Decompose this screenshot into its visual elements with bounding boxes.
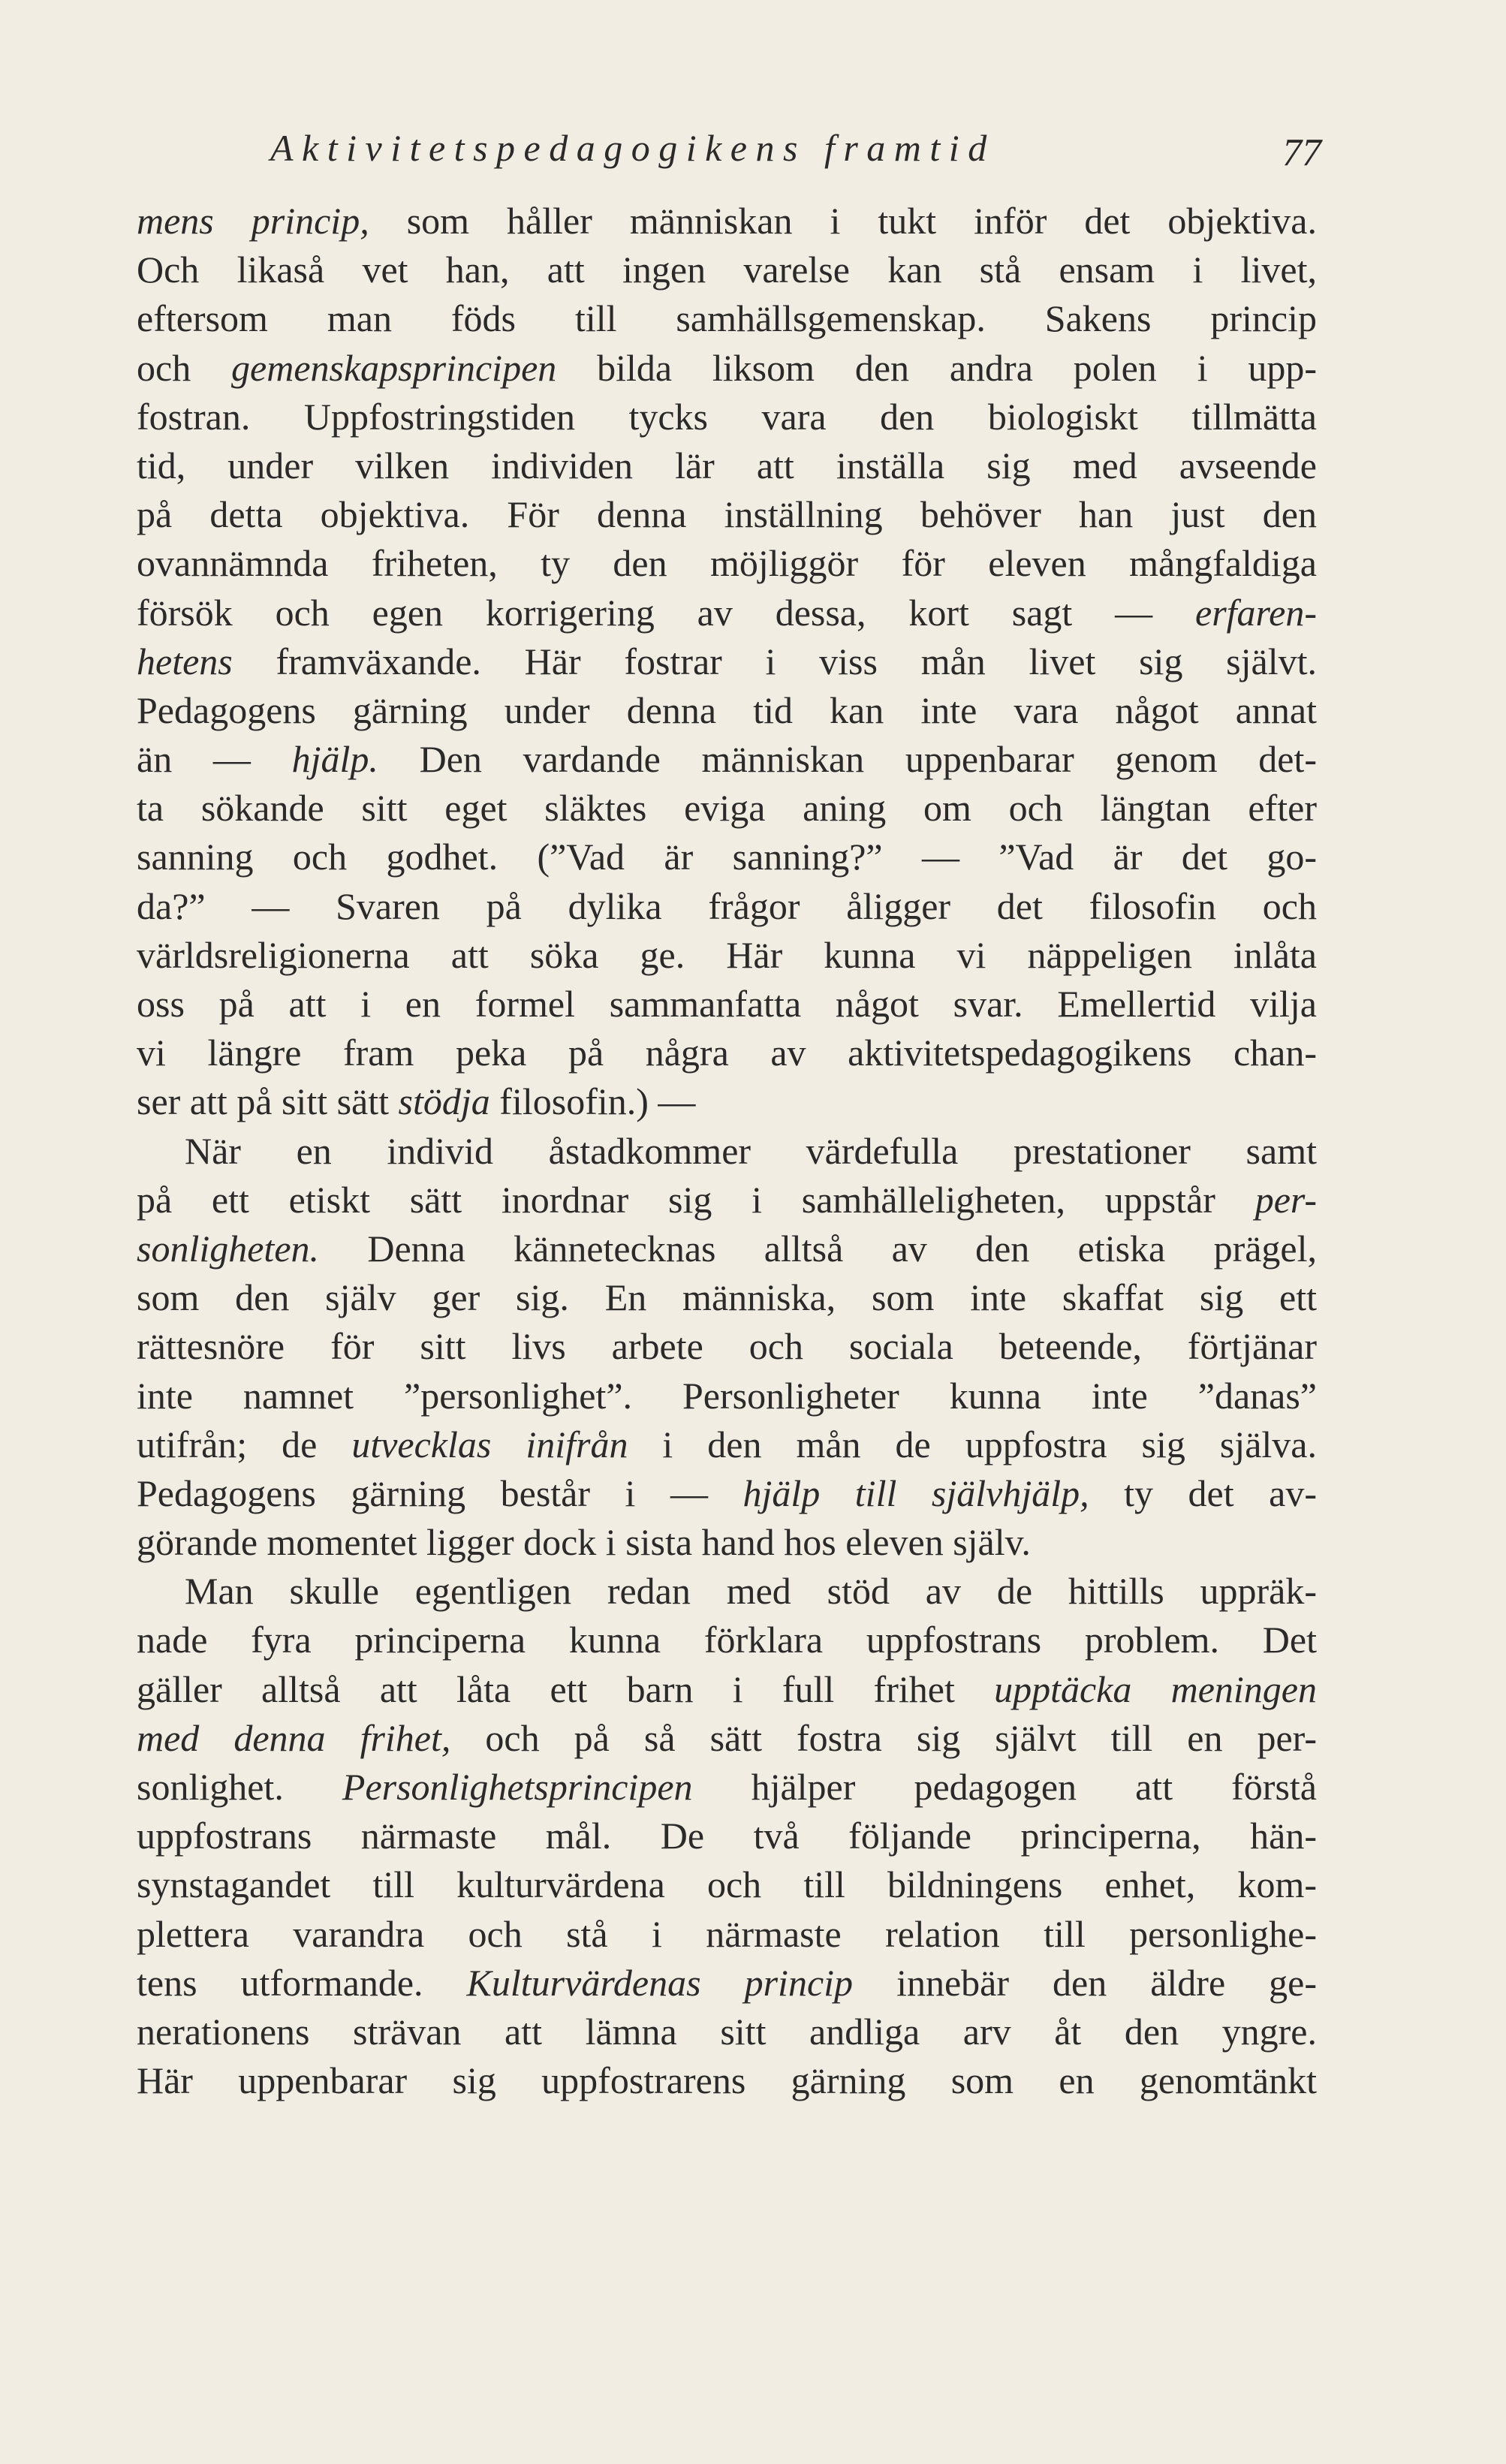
text-segment: ta sökande sitt eget släktes eviga aning om och längtan efter (137, 787, 1317, 830)
text-segment: hjälper pedagogen att förstå (692, 1766, 1318, 1808)
text-line (137, 1665, 1317, 1714)
text-line (137, 931, 1317, 980)
text-segment: som håller människan i tukt inför det objektiva. (369, 200, 1317, 242)
text-segment: och (137, 346, 232, 389)
text-line (137, 1567, 1317, 1616)
text-line (137, 1273, 1317, 1322)
italic-text: hetens (137, 640, 233, 682)
running-head (270, 126, 1321, 179)
text-line (137, 882, 1317, 931)
text-segment: uppfostrans närmaste mål. De två följande principerna, hän- (137, 1815, 1317, 1857)
italic-text: Kulturvärdenas princip (466, 1961, 854, 2004)
text-segment: synstagandet till kulturvärdena och till bildningens enhet, kom- (137, 1863, 1317, 1906)
text-line (137, 1959, 1317, 2008)
italic-text: upptäcka meningen (994, 1667, 1317, 1710)
text-segment: nade fyra principerna kunna förklara uppfostrans problem. Det (137, 1619, 1317, 1661)
text-segment: Här uppenbarar sig uppfostrarens gärning som en genomtänkt (137, 2059, 1317, 2102)
text-line (137, 1518, 1317, 1567)
text-segment: tid, under vilken individen lär att inställa sig med avseende (137, 444, 1317, 486)
text-line (137, 1860, 1317, 1909)
text-line (137, 197, 1317, 245)
text-line (137, 1714, 1317, 1763)
text-line (137, 1763, 1317, 1812)
running-title: Aktivitetspedagogikens framtid (270, 127, 995, 169)
text-segment: fostran. Uppfostringstiden tycks vara den biologiskt tillmätta (137, 395, 1317, 438)
italic-text: hjälp till självhjälp, (742, 1471, 1089, 1514)
text-segment: utifrån; de (137, 1423, 352, 1465)
italic-text: per- (1254, 1178, 1317, 1221)
text-line (137, 637, 1317, 686)
text-segment: Pedagogens gärning består i — (137, 1471, 743, 1514)
text-line (137, 1029, 1317, 1077)
text-segment: på ett etiskt sätt inordnar sig i samhälleligheten, uppstår (137, 1178, 1255, 1221)
text-line (137, 1469, 1317, 1518)
text-segment: framväxande. Här fostrar i viss mån livet sig självt. (232, 640, 1317, 682)
text-segment: Man skulle egentligen redan med stöd av de hittills uppräk- (185, 1570, 1317, 1613)
text-segment: sanning och godhet. (”Vad är sanning?” — ”Vad är det go- (137, 836, 1317, 878)
text-line (137, 393, 1317, 441)
text-segment: filosofin.) — (489, 1080, 696, 1123)
text-line (137, 1812, 1317, 1860)
text-line (137, 294, 1317, 343)
text-line (137, 539, 1317, 588)
italic-text: hjälp. (291, 738, 378, 781)
italic-text: stödja (398, 1080, 490, 1123)
text-segment: ser att på sitt sätt (137, 1080, 399, 1123)
text-line (137, 441, 1317, 490)
text-segment: rättesnöre för sitt livs arbete och sociala beteende, förtjänar (137, 1325, 1317, 1368)
text-segment: da?” — Svaren på dylika frågor åligger det filosofin och (137, 884, 1317, 927)
text-segment: görande momentet ligger dock i sista hand hos eleven själv. (137, 1521, 1031, 1564)
italic-text: Personlighetsprincipen (342, 1766, 693, 1808)
text-segment: Och likaså vet han, att ingen varelse kan stå ensam i livet, (137, 249, 1317, 291)
text-line (137, 589, 1317, 637)
italic-text: med denna frihet, (137, 1716, 451, 1759)
text-segment: som den själv ger sig. En människa, som inte skaffat sig ett (137, 1276, 1317, 1319)
text-line (137, 833, 1317, 881)
text-segment: eftersom man föds till samhällsgemenskap. Sakens princip (137, 297, 1317, 340)
text-line (137, 784, 1317, 833)
page-number: 77 (1282, 131, 1321, 174)
text-line (137, 1910, 1317, 1959)
text-segment: oss på att i en formel sammanfatta något svar. Emellertid vilja (137, 983, 1317, 1025)
text-line (137, 980, 1317, 1029)
text-segment: innebär den äldre ge- (853, 1961, 1317, 2004)
text-segment: världsreligionerna att söka ge. Här kunna vi näppeligen inlåta (137, 933, 1317, 976)
text-segment: Pedagogens gärning under denna tid kan inte vara något annat (137, 688, 1317, 731)
text-segment: När en individ åstadkommer värdefulla prestationer samt (185, 1129, 1317, 1172)
text-segment: ovannämnda friheten, ty den möjliggör för eleven mångfaldiga (137, 542, 1317, 585)
text-segment: Den vardande människan uppenbarar genom det- (378, 738, 1317, 781)
text-line (137, 1372, 1317, 1420)
italic-text: utvecklas inifrån (351, 1423, 628, 1465)
italic-text: erfaren- (1195, 591, 1317, 634)
text-line (137, 1224, 1317, 1273)
text-segment: gäller alltså att låta ett barn i full frihet (137, 1667, 995, 1710)
text-line (137, 1420, 1317, 1469)
text-segment: nerationens strävan att lämna sitt andliga arv åt den yngre. (137, 2010, 1317, 2053)
text-line (137, 1616, 1317, 1664)
text-segment: bilda liksom den andra polen i upp- (556, 346, 1317, 389)
text-segment: försök och egen korrigering av dessa, kort sagt — (137, 591, 1195, 634)
text-line (137, 1077, 1317, 1126)
text-segment: sonlighet. (137, 1766, 342, 1808)
text-segment: och på så sätt fostra sig självt till en per- (450, 1716, 1317, 1759)
text-segment: Denna kännetecknas alltså av den etiska prägel, (319, 1227, 1317, 1270)
italic-text: sonligheten. (137, 1227, 320, 1270)
text-segment: ty det av- (1089, 1471, 1317, 1514)
text-line (137, 490, 1317, 539)
text-line (137, 344, 1317, 393)
text-segment: på detta objektiva. För denna inställning behöver han just den (137, 493, 1317, 536)
text-line (137, 1176, 1317, 1224)
text-segment: i den mån de uppfostra sig själva. (628, 1423, 1317, 1465)
text-line (137, 735, 1317, 784)
text-segment: än — (137, 738, 292, 781)
body-text (137, 197, 1317, 2105)
text-line (137, 1127, 1317, 1176)
text-line (137, 686, 1317, 735)
text-line (137, 2008, 1317, 2056)
text-line (137, 245, 1317, 294)
text-line (137, 1322, 1317, 1371)
italic-text: mens princip, (137, 200, 369, 242)
text-segment: inte namnet ”personlighet”. Personligheter kunna inte ”danas” (137, 1374, 1317, 1417)
text-segment: vi längre fram peka på några av aktivitetspedagogikens chan- (137, 1032, 1317, 1074)
text-segment: plettera varandra och stå i närmaste relation till personlighe- (137, 1912, 1317, 1955)
text-line (137, 2056, 1317, 2105)
italic-text: gemenskapsprincipen (231, 346, 557, 389)
text-segment: tens utformande. (137, 1961, 467, 2004)
